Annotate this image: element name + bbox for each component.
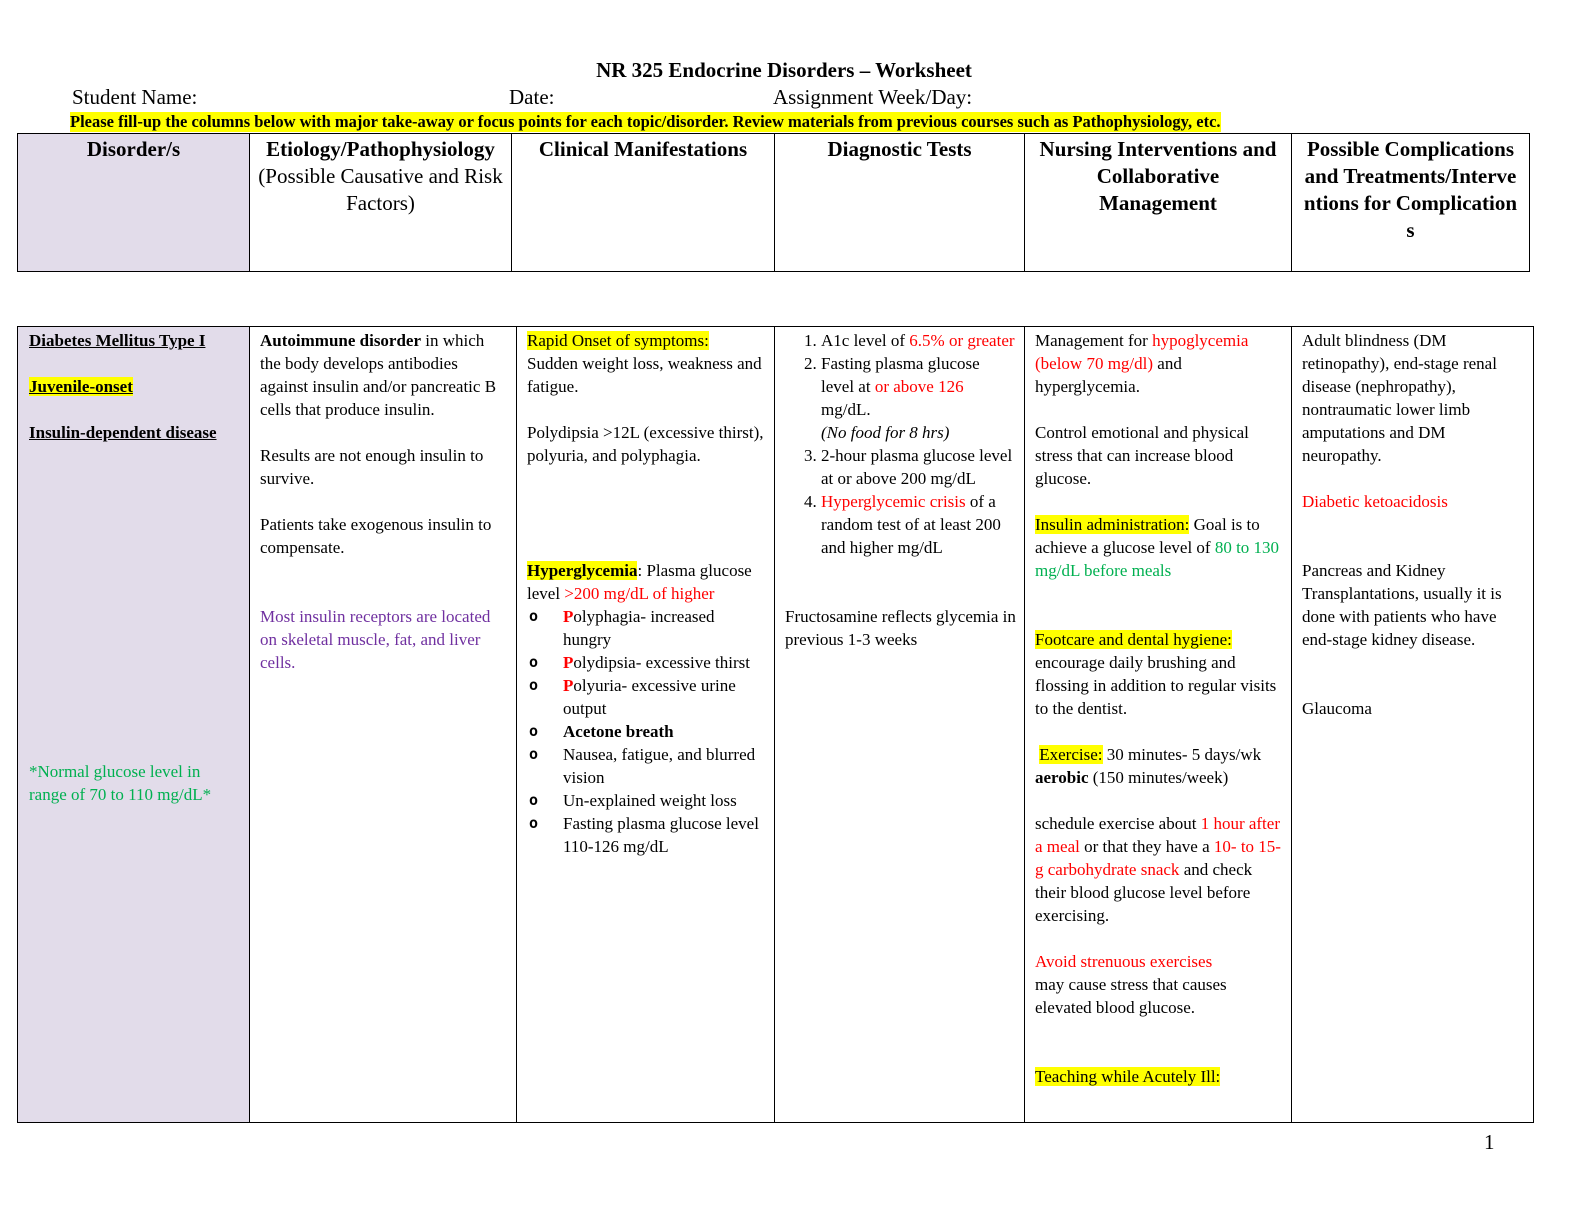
header-clinical: Clinical Manifestations [512, 134, 775, 272]
list-item: o Acetone breath [563, 720, 766, 743]
etiology-receptors: Most insulin receptors are located on skeletal muscle, fat, and liver cells. [260, 607, 491, 672]
nursing-avoid: Avoid strenuous exercises [1035, 952, 1213, 971]
diagnostic-list [785, 329, 1016, 559]
student-name-label: Student Name: [72, 85, 198, 109]
complications-dka: Diabetic ketoacidosis [1302, 492, 1448, 511]
clinical-hyperglycemia-text: : Plasma glucose level [527, 561, 752, 603]
header-etiology-subtitle: (Possible Causative and Risk Factors) [258, 164, 503, 215]
complications-cell [1292, 327, 1534, 1123]
header-table [17, 133, 1530, 272]
clinical-rapid-text: Sudden weight loss, weakness and fatigue. [527, 354, 762, 396]
clinical-symptom-list [527, 605, 766, 858]
list-item: o Polyuria- excessive urine output [563, 674, 766, 720]
nursing-cell: Management for hypoglycemia (below 70 mg/dl) and hyperglycemia. Control emotional and physical stress that can increase blood glucose. Insulin administration: Goal is to achieve a glucose level of 80 to 130 mg/dL before meals Footcare and dental hygiene: encourage daily brushing and flossing in addition to regular visits to the dentist. Exercise: 30 minutes- 5 days/wk aerobic (150 minutes/week) schedule exercise about 1 hour after a meal or that they have a 10- to 15-g carbohydrate snack and check their blood glucose level before exercising. Avoid strenuous exercises may cause stress that causes elevated blood glucose. Teaching while Acutely Ill: [1025, 327, 1292, 1123]
disorder-cell [18, 327, 250, 1123]
list-item: o Polyphagia- increased hungry [563, 605, 766, 651]
list-item: o Un-explained weight loss [563, 789, 766, 812]
etiology-autoimmune: Autoimmune disorder [260, 331, 422, 350]
diagnostic-fructosamine: Fructosamine reflects glycemia in previous 1-3 weeks [785, 607, 1016, 649]
nursing-insulin-goal: 80 to 130 mg/dL before meals [1035, 538, 1280, 580]
page-number: 1 [1484, 1130, 1495, 1154]
disorder-alt-juvenile: Juvenile-onset [29, 377, 133, 396]
page-title: NR 325 Endocrine Disorders – Worksheet [596, 58, 972, 82]
list-item: 3. 2-hour plasma glucose level at or above 200 mg/dL [821, 444, 1016, 490]
clinical-hyperglycemia: Hyperglycemia [527, 561, 638, 580]
disorder-name: Diabetes Mellitus Type I [29, 331, 206, 350]
nursing-exercise: Exercise: [1039, 745, 1103, 764]
nursing-stress: Control emotional and physical stress that can increase blood glucose. [1035, 423, 1249, 488]
list-item: 1. A1c level of 6.5% or greater [821, 329, 1016, 352]
etiology-cell [250, 327, 517, 1123]
list-item: o Nausea, fatigue, and blurred vision [563, 743, 766, 789]
header-etiology [250, 134, 512, 272]
diagnostic-cell [775, 327, 1025, 1123]
instruction-text: Please fill-up the columns below with major take-away or focus points for each topic/disorder. Review materials from previous courses such as Pathophysiology, etc. [70, 112, 1221, 131]
header-diagnostic: Diagnostic Tests [775, 134, 1025, 272]
clinical-cell [517, 327, 775, 1123]
normal-glucose-note: *Normal glucose level in range of 70 to 110 mg/dL* [29, 762, 212, 804]
list-item: o Polydipsia- excessive thirst [563, 651, 766, 674]
etiology-exogenous: Patients take exogenous insulin to compensate. [260, 515, 492, 557]
clinical-rapid-onset: Rapid Onset of symptoms: [527, 331, 709, 350]
date-label: Date: [509, 85, 555, 109]
nursing-hypoglycemia: hypoglycemia (below 70 mg/dl) [1035, 331, 1249, 373]
clinical-hyperglycemia-value: >200 mg/dL of higher [564, 584, 715, 603]
complications-transplant: Pancreas and Kidney Transplantations, usually it is done with patients who have end-stage kidney disease. [1302, 561, 1502, 649]
nursing-footcare: Footcare and dental hygiene: [1035, 630, 1232, 649]
header-disorder: Disorder/s [18, 134, 250, 272]
etiology-insufficient: Results are not enough insulin to survive. [260, 446, 484, 488]
complications-glaucoma: Glaucoma [1302, 699, 1372, 718]
table-row [18, 327, 1534, 1123]
header-etiology-title: Etiology/Pathophysiology [266, 137, 495, 161]
disorder-table [17, 326, 1534, 1123]
assignment-label: Assignment Week/Day: [773, 85, 973, 109]
clinical-polydipsia: Polydipsia >12L (excessive thirst), polyuria, and polyphagia. [527, 423, 764, 465]
list-item: 4. Hyperglycemic crisis of a random test of at least 200 and higher mg/dL [821, 490, 1016, 559]
list-item: o Fasting plasma glucose level 110-126 mg/dL [563, 812, 766, 858]
nursing-insulin: Insulin administration: [1035, 515, 1190, 534]
list-item: 2. Fasting plasma glucose level at or above 126 mg/dL. (No food for 8 hrs) [821, 352, 1016, 444]
complications-list-text: Adult blindness (DM retinopathy), end-stage renal disease (nephropathy), nontraumatic lower limb amputations and DM neuropathy. [1302, 331, 1497, 465]
etiology-autoimmune-text: in which the body develops antibodies against insulin and/or pancreatic B cells that produce insulin. [260, 331, 497, 419]
nursing-teaching: Teaching while Acutely Ill: [1035, 1067, 1221, 1086]
header-nursing: Nursing Interventions and Collaborative Management [1025, 134, 1292, 272]
disorder-alt-insulin-dependent: Insulin-dependent disease [29, 423, 217, 442]
header-complications: Possible Complications and Treatments/Interventions for Complications [1292, 134, 1530, 272]
